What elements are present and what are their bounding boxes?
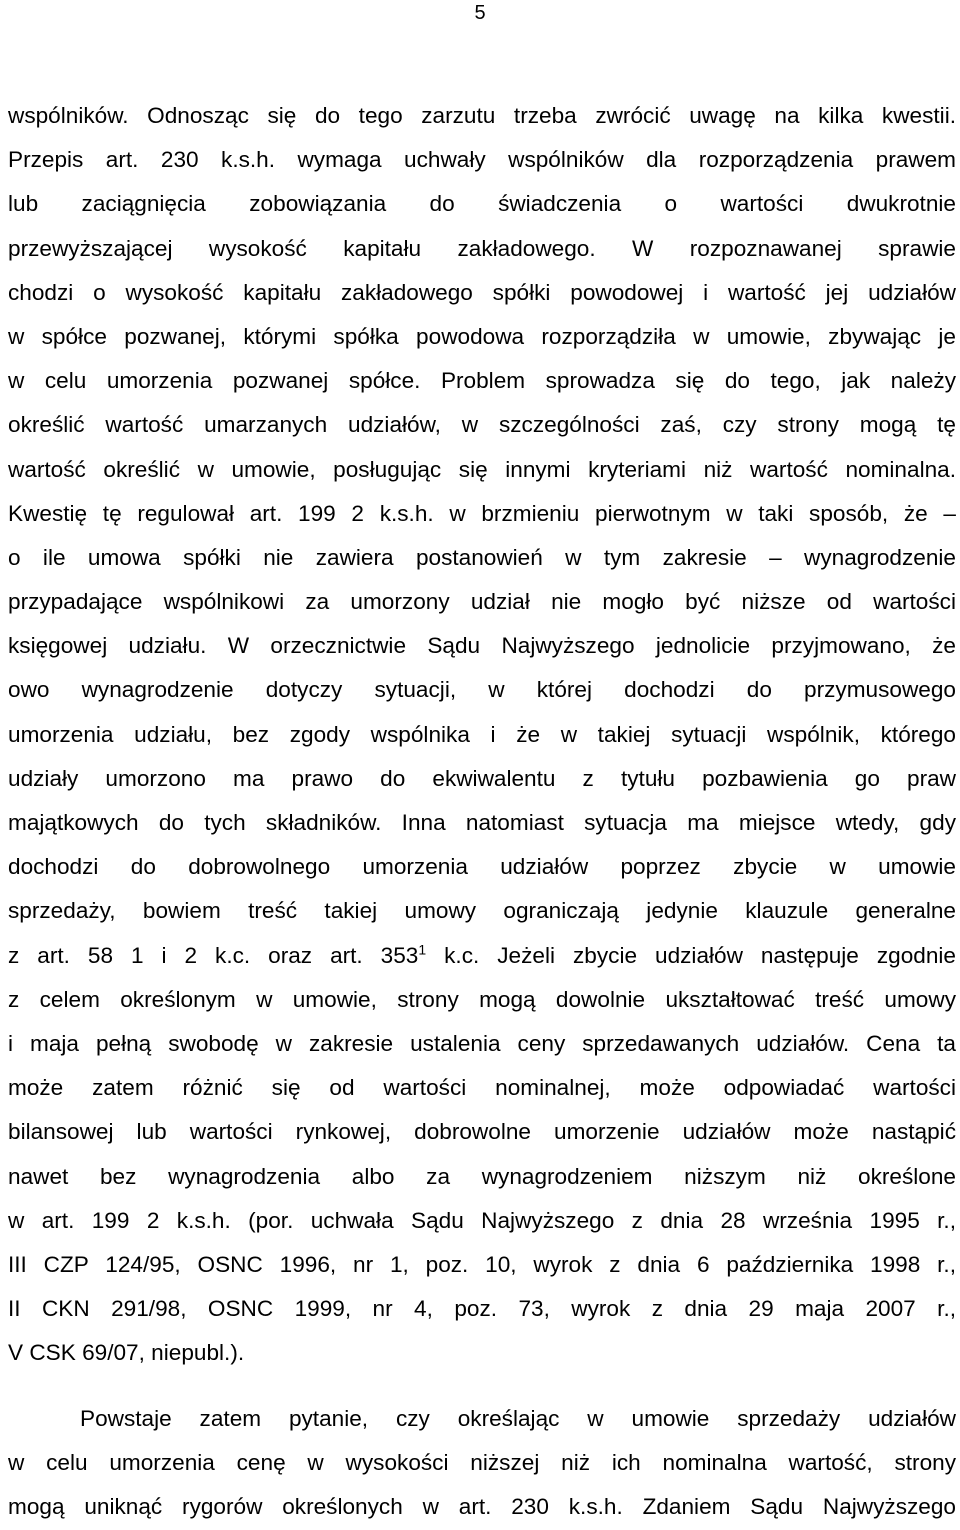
text-line: V CSK 69/07, niepubl.). <box>8 1340 245 1366</box>
paragraph-1 <box>8 94 956 1375</box>
text-line: wartość określić w umowie, posługując się innymi kryteriami niż wartość nominalna. <box>8 456 956 482</box>
text-line: chodzi o wysokość kapitału zakładowego spółki powodowej i wartość jej udziałów <box>8 279 956 305</box>
text-line: mogą uniknąć rygorów określonych w art. 230 k.s.h. Zdaniem Sądu Najwyższego <box>8 1494 956 1520</box>
text-line: wspólników. Odnosząc się do tego zarzutu trzeba zwrócić uwagę na kilka kwestii. <box>8 103 956 128</box>
text-line: umorzenia udziału, bez zgody wspólnika i że w takiej sytuacji wspólnik, którego <box>8 721 956 747</box>
text-line: nawet bez wynagrodzenia albo za wynagrodzeniem niższym niż określone <box>8 1163 956 1189</box>
text-line: majątkowych do tych składników. Inna natomiast sytuacja ma miejsce wtedy, gdy <box>8 810 956 835</box>
text-line: II CKN 291/98, OSNC 1999, nr 4, poz. 73, wyrok z dnia 29 maja 2007 r., <box>8 1296 956 1322</box>
text-line: przewyższającej wysokość kapitału zakładowego. W rozpoznawanej sprawie <box>8 235 956 261</box>
text-line: lub zaciągnięcia zobowiązania do świadczenia o wartości dwukrotnie <box>8 191 956 217</box>
text-line: księgowej udziału. W orzecznictwie Sądu Najwyższego jednolicie przyjmowano, że <box>8 633 956 659</box>
text-line: w art. 199 2 k.s.h. (por. uchwała Sądu Najwyższego z dnia 28 września 1995 r., <box>8 1207 956 1233</box>
text-line: przypadające wspólnikowi za umorzony udział nie mogło być niższe od wartości <box>8 589 956 615</box>
text-line: o ile umowa spółki nie zawiera postanowień w tym zakresie – wynagrodzenie <box>8 544 956 570</box>
text-line-with-superscript <box>8 934 956 978</box>
text-line: Przepis art. 230 k.s.h. wymaga uchwały wspólników dla rozporządzenia prawem <box>8 147 956 173</box>
text-line: w spółce pozwanej, którymi spółka powodowa rozporządziła w umowie, zbywając je <box>8 323 956 349</box>
text-segment: z art. 58 1 i 2 k.c. oraz art. 353 <box>8 942 419 968</box>
text-line: dochodzi do dobrowolnego umorzenia udziałów poprzez zbycie w umowie <box>8 854 956 880</box>
text-line: III CZP 124/95, OSNC 1996, nr 1, poz. 10, wyrok z dnia 6 października 1998 r., <box>8 1251 956 1277</box>
text-line: bilansowej lub wartości rynkowej, dobrowolne umorzenie udziałów może nastąpić <box>8 1119 956 1145</box>
text-line: w celu umorzenia pozwanej spółce. Problem sprowadza się do tego, jak należy <box>8 368 956 394</box>
text-line: owo wynagrodzenie dotyczy sytuacji, w której dochodzi do przymusowego <box>8 677 956 703</box>
text-line: Kwestię tę regulował art. 199 2 k.s.h. w brzmieniu pierwotnym w taki sposób, że – <box>8 500 956 526</box>
paragraph-2 <box>8 1397 956 1530</box>
text-segment: k.c. Jeżeli zbycie udziałów następuje zgodnie <box>426 942 956 968</box>
page-number: 5 <box>474 2 486 24</box>
superscript: 1 <box>418 941 427 958</box>
text-line: może zatem różnić się od wartości nominalnej, może odpowiadać wartości <box>8 1075 956 1101</box>
text-line: Powstaje zatem pytanie, czy określając w umowie sprzedaży udziałów <box>80 1406 956 1431</box>
text-line: sprzedaży, bowiem treść takiej umowy ograniczają jedynie klauzule generalne <box>8 898 956 924</box>
text-line: udziały umorzono ma prawo do ekwiwalentu z tytułu pozbawienia go praw <box>8 765 956 791</box>
text-line: z celem określonym w umowie, strony mogą dowolnie ukształtować treść umowy <box>8 986 956 1012</box>
text-line: i maja pełną swobodę w zakresie ustalenia ceny sprzedawanych udziałów. Cena ta <box>8 1030 956 1056</box>
text-line: określić wartość umarzanych udziałów, w szczególności zaś, czy strony mogą tę <box>8 412 956 438</box>
text-line: w celu umorzenia cenę w wysokości niższej niż ich nominalna wartość, strony <box>8 1450 956 1476</box>
